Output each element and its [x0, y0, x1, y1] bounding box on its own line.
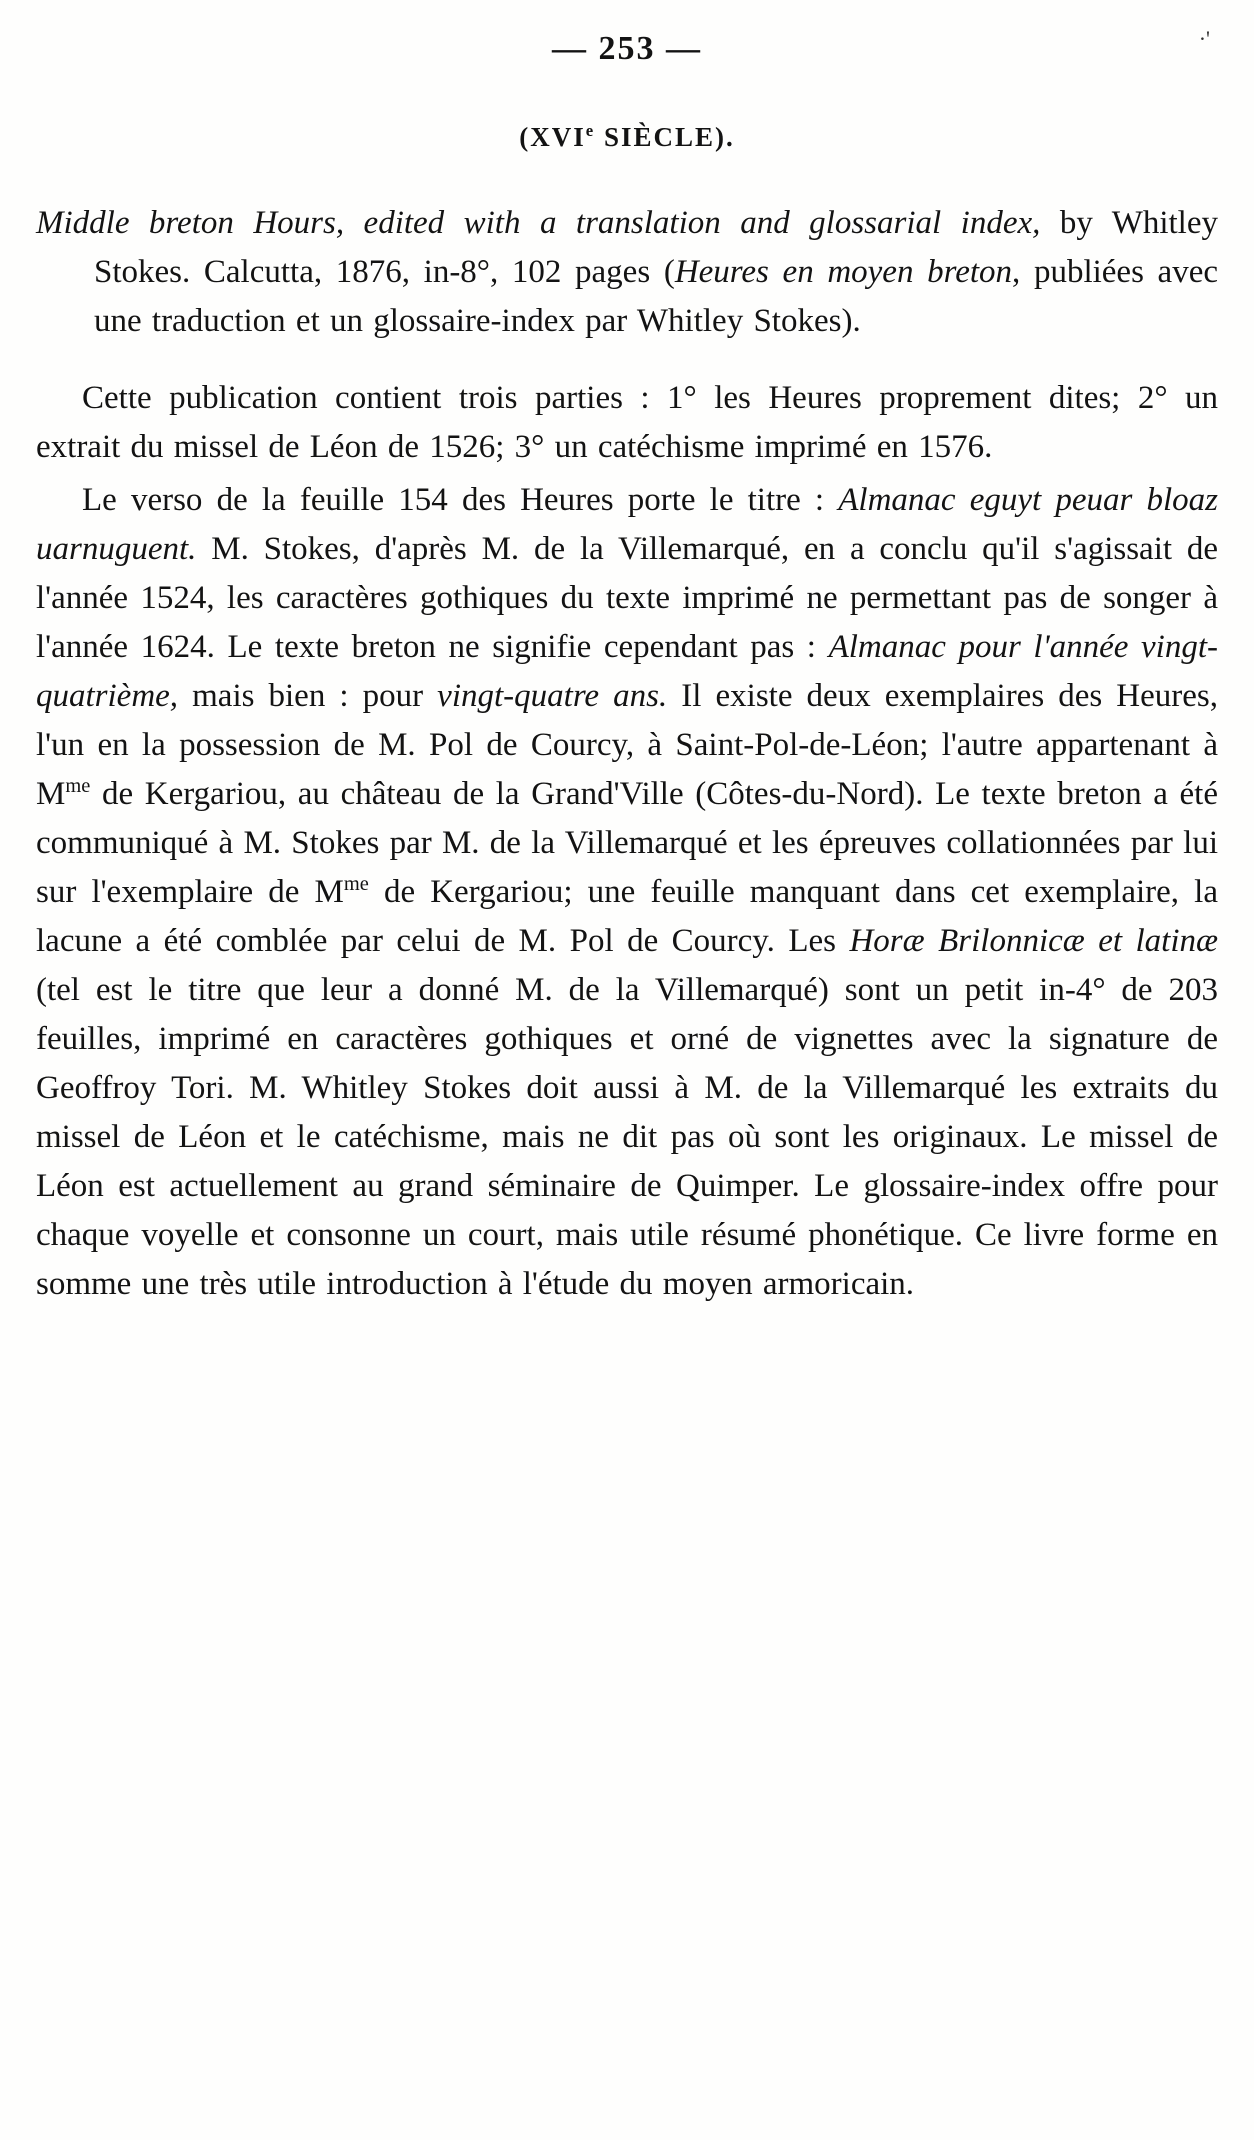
- italic-text: Almanac eguyt peuar bloaz uarnuguent.: [36, 482, 1218, 567]
- text-run: by Whitley Stokes. Calcutta, 1876, in-8°, 102 pages (: [94, 205, 1218, 290]
- superscript-text: me: [65, 775, 91, 797]
- superscript-text: e: [585, 121, 596, 140]
- italic-text: vingt-quatre ans.: [437, 678, 668, 714]
- text-run: Cette publication contient trois parties : 1° les Heures proprement dites; 2° un extrait du missel de Léon de 1526; 3° un catéchisme imprimé en 1576.: [36, 380, 1218, 465]
- italic-text: Heures en moyen breton: [674, 254, 1013, 290]
- text-run: (tel est le titre que leur a donné M. de la Villemarqué) sont un petit in-4° de 203 feuilles, imprimé en caractères gothiques et orné de vignettes avec la signature de Geoffroy Tori. M. Whitley Stokes doit aussi à M. de la Villemarqué les extraits du missel de Léon et le catéchisme, mais ne dit pas où sont les originaux. Le missel de Léon est actuellement au grand séminaire de Quimper. Le glossaire-index offre pour chaque voyelle et consonne un court, mais utile résumé phonétique. Ce livre forme en somme une très utile introduction à l'étude du moyen armoricain.: [36, 972, 1218, 1302]
- text-run: Le verso de la feuille 154 des Heures porte le titre :: [82, 482, 839, 518]
- text-run: (XVI: [519, 122, 586, 152]
- italic-text: Almanac pour l'année vingt-quatrième,: [36, 629, 1219, 714]
- page-number: — 253 —: [552, 30, 702, 67]
- text-run: de Kergariou, au château de la Grand'Ville (Côtes-du-Nord). Le texte breton a été communiqué à M. Stokes par M. de la Villemarqué et les épreuves collationnées par lui sur l'exemplaire de M: [36, 776, 1218, 910]
- bibliographic-entry: [36, 199, 1218, 346]
- text-run: de Kergariou; une feuille manquant dans cet exemplaire, la lacune a été comblée par celui de M. Pol de Courcy. Les: [36, 874, 1218, 959]
- text-run: SIÈCLE).: [595, 122, 735, 152]
- text-run: , publiées avec une traduction et un glossaire-index par Whitley Stokes).: [94, 254, 1218, 339]
- text-run: M. Stokes, d'après M. de la Villemarqué, en a conclu qu'il s'agissait de l'année 1524, les caractères gothiques du texte imprimé ne permettant pas de songer à l'année 1624. Le texte breton ne signifie cependant pas :: [36, 531, 1218, 665]
- italic-text: Middle breton Hours, edited with a translation and glossarial index,: [36, 205, 1041, 241]
- italic-text: Horæ Brilonnicæ et latinæ: [849, 923, 1218, 959]
- page-body: [36, 199, 1218, 1309]
- text-run: Il existe deux exemplaires des Heures, l'un en la possession de M. Pol de Courcy, à Saint-Pol-de-Léon; l'autre appartenant à M: [36, 678, 1218, 812]
- superscript-text: me: [343, 873, 369, 895]
- scan-artifact: ·': [1198, 26, 1210, 51]
- text-run: mais bien : pour: [178, 678, 438, 714]
- paragraph: [36, 374, 1218, 472]
- section-heading: [36, 122, 1218, 153]
- paragraph: [36, 476, 1218, 1309]
